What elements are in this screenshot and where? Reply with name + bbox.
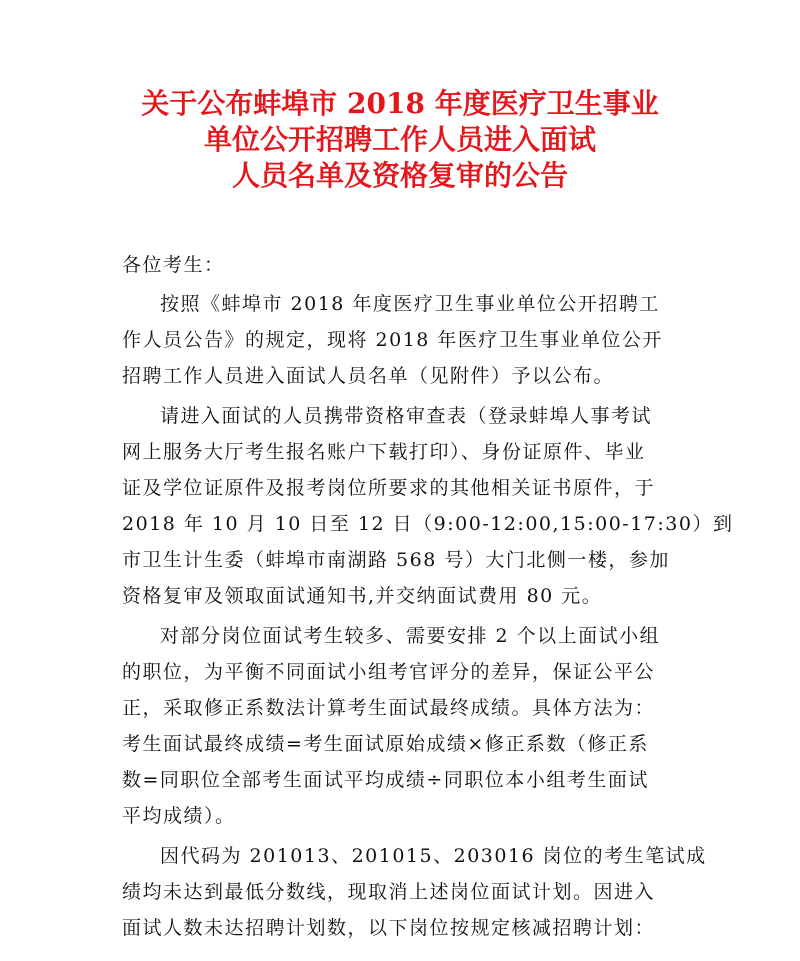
paragraph-line: 市卫生计生委（蚌埠市南湖路 568 号）大门北侧一楼，参加	[122, 549, 670, 571]
salutation: 各位考生：	[122, 254, 225, 276]
paragraph-line: 正，采取修正系数法计算考生面试最终成绩。具体方法为：	[122, 697, 656, 719]
paragraph-4	[122, 838, 707, 946]
paragraph-line: 2018 年 10 月 10 日至 12 日（9:00-12:00,15:00-17:30）到	[122, 513, 734, 535]
paragraph-line: 网上服务大厅考生报名账户下载打印）、身份证原件、毕业	[122, 441, 646, 463]
paragraph-line: 招聘工作人员进入面试人员名单（见附件）予以公布。	[122, 365, 615, 387]
title-line-3: 人员名单及资格复审的公告	[231, 159, 568, 192]
paragraph-2	[122, 398, 734, 614]
title-line-1: 关于公布蚌埠市 2018 年度医疗卫生事业	[141, 87, 659, 120]
title-line-2: 单位公开招聘工作人员进入面试	[203, 123, 596, 156]
document-body	[122, 247, 734, 950]
paragraph-line: 对部分岗位面试考生较多、需要安排 2 个以上面试小组	[160, 625, 661, 647]
paragraph-line: 平均成绩）。	[122, 805, 236, 827]
paragraph-line: 资格复审及领取面试通知书,并交纳面试费用 80 元。	[122, 585, 603, 607]
paragraph-line: 数=同职位全部考生面试平均成绩÷同职位本小组考生面试	[122, 769, 649, 791]
paragraph-line: 作人员公告》的规定，现将 2018 年医疗卫生事业单位公开	[122, 329, 663, 351]
paragraph-line: 面试人数未达招聘计划数，以下岗位按规定核减招聘计划：	[122, 917, 656, 939]
paragraph-3	[122, 618, 682, 834]
document-title	[0, 86, 800, 194]
paragraph-line: 因代码为 201013、201015、203016 岗位的考生笔试成	[160, 845, 707, 867]
paragraph-1	[122, 286, 682, 394]
paragraph-line: 考生面试最终成绩=考生面试原始成绩×修正系数（修正系	[122, 733, 649, 755]
paragraph-line: 请进入面试的人员携带资格审查表（登录蚌埠人事考试	[160, 405, 653, 427]
paragraph-line: 按照《蚌埠市 2018 年度医疗卫生事业单位公开招聘工	[160, 293, 660, 315]
paragraph-line: 的职位，为平衡不同面试小组考官评分的差异，保证公平公	[122, 661, 656, 683]
paragraph-line: 绩均未达到最低分数线，现取消上述岗位面试计划。因进入	[122, 881, 656, 903]
paragraph-line: 证及学位证原件及报考岗位所要求的其他相关证书原件，于	[122, 477, 656, 499]
